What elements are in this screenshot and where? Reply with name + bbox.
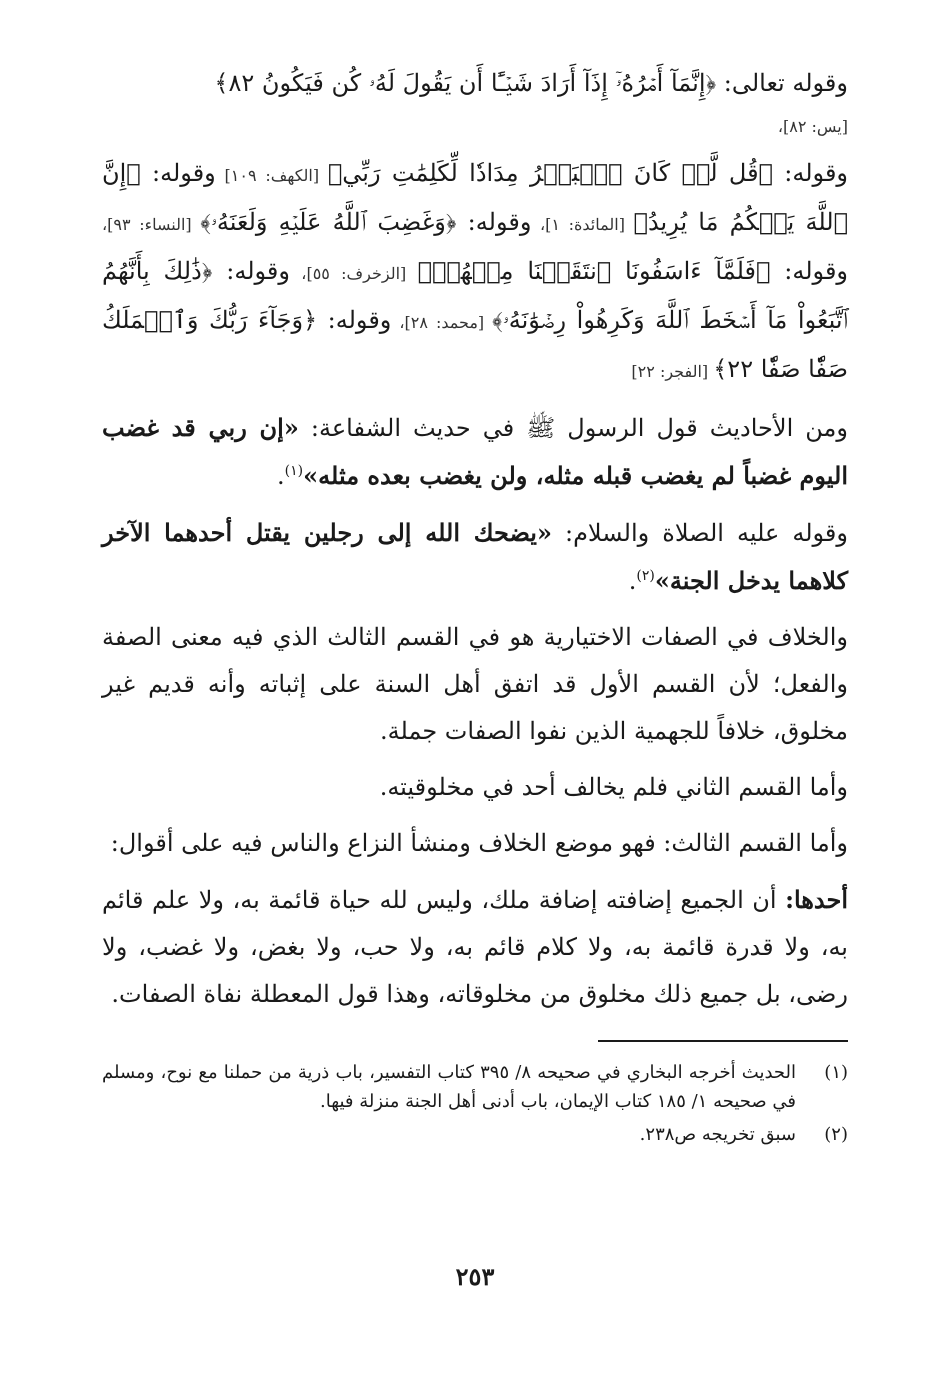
paragraph-4-end: . (628, 567, 637, 595)
verse-reference: [الزخرف: ٥٥]، (289, 264, 418, 283)
footnote-1 (102, 1058, 848, 1116)
footnote-divider (598, 1040, 848, 1042)
quran-verse-zukhruf-55: ﴿فَلَمَّآ ءَاسَفُونَا ٱنتَقَمۡنَا مِنۡهُمۡ﴾ (417, 257, 771, 285)
footnote-marker-1[interactable]: (١) (284, 463, 304, 479)
paragraph-2 (102, 150, 848, 395)
paragraph-7: وأما القسم الثالث: فهو موضع الخلاف ومنشأ النزاع والناس فيه على أقوال: (110, 829, 848, 857)
quran-verse-maidah-1: ﴿إِنَّ ٱللَّهَ يَحۡكُمُ مَا يُرِيدُ﴾ (102, 159, 848, 236)
footnote-2 (102, 1120, 848, 1149)
text-segment: وقوله: (770, 257, 849, 285)
footnote-1-number: (١) (824, 1062, 849, 1083)
paragraph-4-text: وقوله عليه الصلاة والسلام: (551, 519, 848, 547)
hadith-laughing: «يضحك الله إلى رجلين يقتل أحدهما الآخر كلاهما يدخل الجنة» (102, 518, 848, 595)
paragraph-5: والخلاف في الصفات الاختيارية هو في القسم الثالث الذي فيه معنى الصفة والفعل؛ لأن القسم الأول قد اتفق أهل السنة على إثباته وأنه قديم غير مخلوق، خلافاً للجهمية الذين نفوا الصفات جملة. (102, 623, 848, 745)
paragraph-3-text: ومن الأحاديث قول الرسول ﷺ في حديث الشفاعة: (298, 414, 848, 442)
paragraph-3 (102, 404, 848, 500)
footnote-2-text: سبق تخريجه ص٢٣٨. (639, 1124, 796, 1145)
footnote-marker-2[interactable]: (٢) (636, 568, 655, 584)
paragraph-8-label: أحدها: (785, 885, 849, 914)
quran-verse-fajr-22: ﴿وَجَآءَ رَبُّكَ وَٱلۡمَلَكُ صَفّٗا صَفّٗا ٢٢﴾ (102, 306, 848, 383)
hadith-intercession: «إن ربي قد غضب اليوم غضباً لم يغضب قبله مثله، ولن يغضب بعده مثله» (102, 413, 848, 490)
text-segment: وقوله: (212, 257, 290, 285)
page-number: ٢٥٣ (455, 1262, 495, 1291)
paragraph-4 (102, 509, 848, 605)
footnote-2-number: (٢) (824, 1124, 848, 1145)
paragraph-3-end: . (277, 462, 285, 490)
text-segment: وقوله: (317, 306, 392, 334)
paragraph-1-intro: وقوله تعالى: (716, 69, 848, 97)
verse-reference: [النساء: ٩٣]، (102, 215, 201, 234)
text-segment: وقوله: (456, 208, 532, 236)
verse-reference: [الفجر: ٢٢] (631, 362, 714, 381)
verse-reference: [محمد: ٢٨]، (391, 313, 493, 332)
paragraph-6: وأما القسم الثاني فلم يخالف أحد في مخلوقيته. (379, 773, 848, 801)
verse-reference: [الكهف: ١٠٩] (215, 166, 328, 185)
quran-verse-muhammad-28: ﴿ذَٰلِكَ بِأَنَّهُمُ ٱتَّبَعُواْ مَآ أَسۡخَطَ ٱللَّهَ وَكَرِهُواْ رِضۡوَٰنَهُۥ﴾ (102, 257, 848, 334)
quran-verse-kahf-109: ﴿قُل لَّوۡ كَانَ ٱلۡبَحۡرُ مِدَادٗا لِّكَلِمَٰتِ رَبِّي﴾ (327, 159, 773, 187)
text-segment: وقوله: (772, 159, 849, 187)
verse-reference-yasin: [يس: ٨٢]، (777, 117, 848, 136)
paragraph-8 (102, 876, 848, 1018)
paragraph-1 (102, 60, 848, 107)
footnote-1-text: الحديث أخرجه البخاري في صحيحه ٨/ ٣٩٥ كتاب التفسير، باب ذرية من حملنا مع نوح، ومسلم في صحيحه ١/ ١٨٥ كتاب الإيمان، باب أدنى أهل الجنة منزلة فيها. (102, 1062, 797, 1112)
quran-verse-nisa-93: ﴿وَغَضِبَ ٱللَّهُ عَلَيۡهِ وَلَعَنَهُۥ﴾ (200, 208, 457, 236)
verse-reference: [المائدة: ١]، (531, 215, 634, 234)
quran-verse-yasin-82: ﴿إِنَّمَآ أَمۡرُهُۥٓ إِذَآ أَرَادَ شَيۡـًٔا أَن يَقُولَ لَهُۥ كُن فَيَكُونُ ٨٢﴾ (214, 69, 717, 97)
paragraph-8-text: أن الجميع إضافته إضافة ملك، وليس لله حياة قائمة به، ولا علم قائم به، ولا قدرة قائمة به، ولا كلام قائم به، ولا حب، ولا بغض، ولا غضب، ولا رضى، بل جميع ذلك مخلوق من مخلوقاته، وهذا قول المعطلة نفاة الصفات. (102, 886, 848, 1008)
text-segment: وقوله: (140, 159, 216, 187)
